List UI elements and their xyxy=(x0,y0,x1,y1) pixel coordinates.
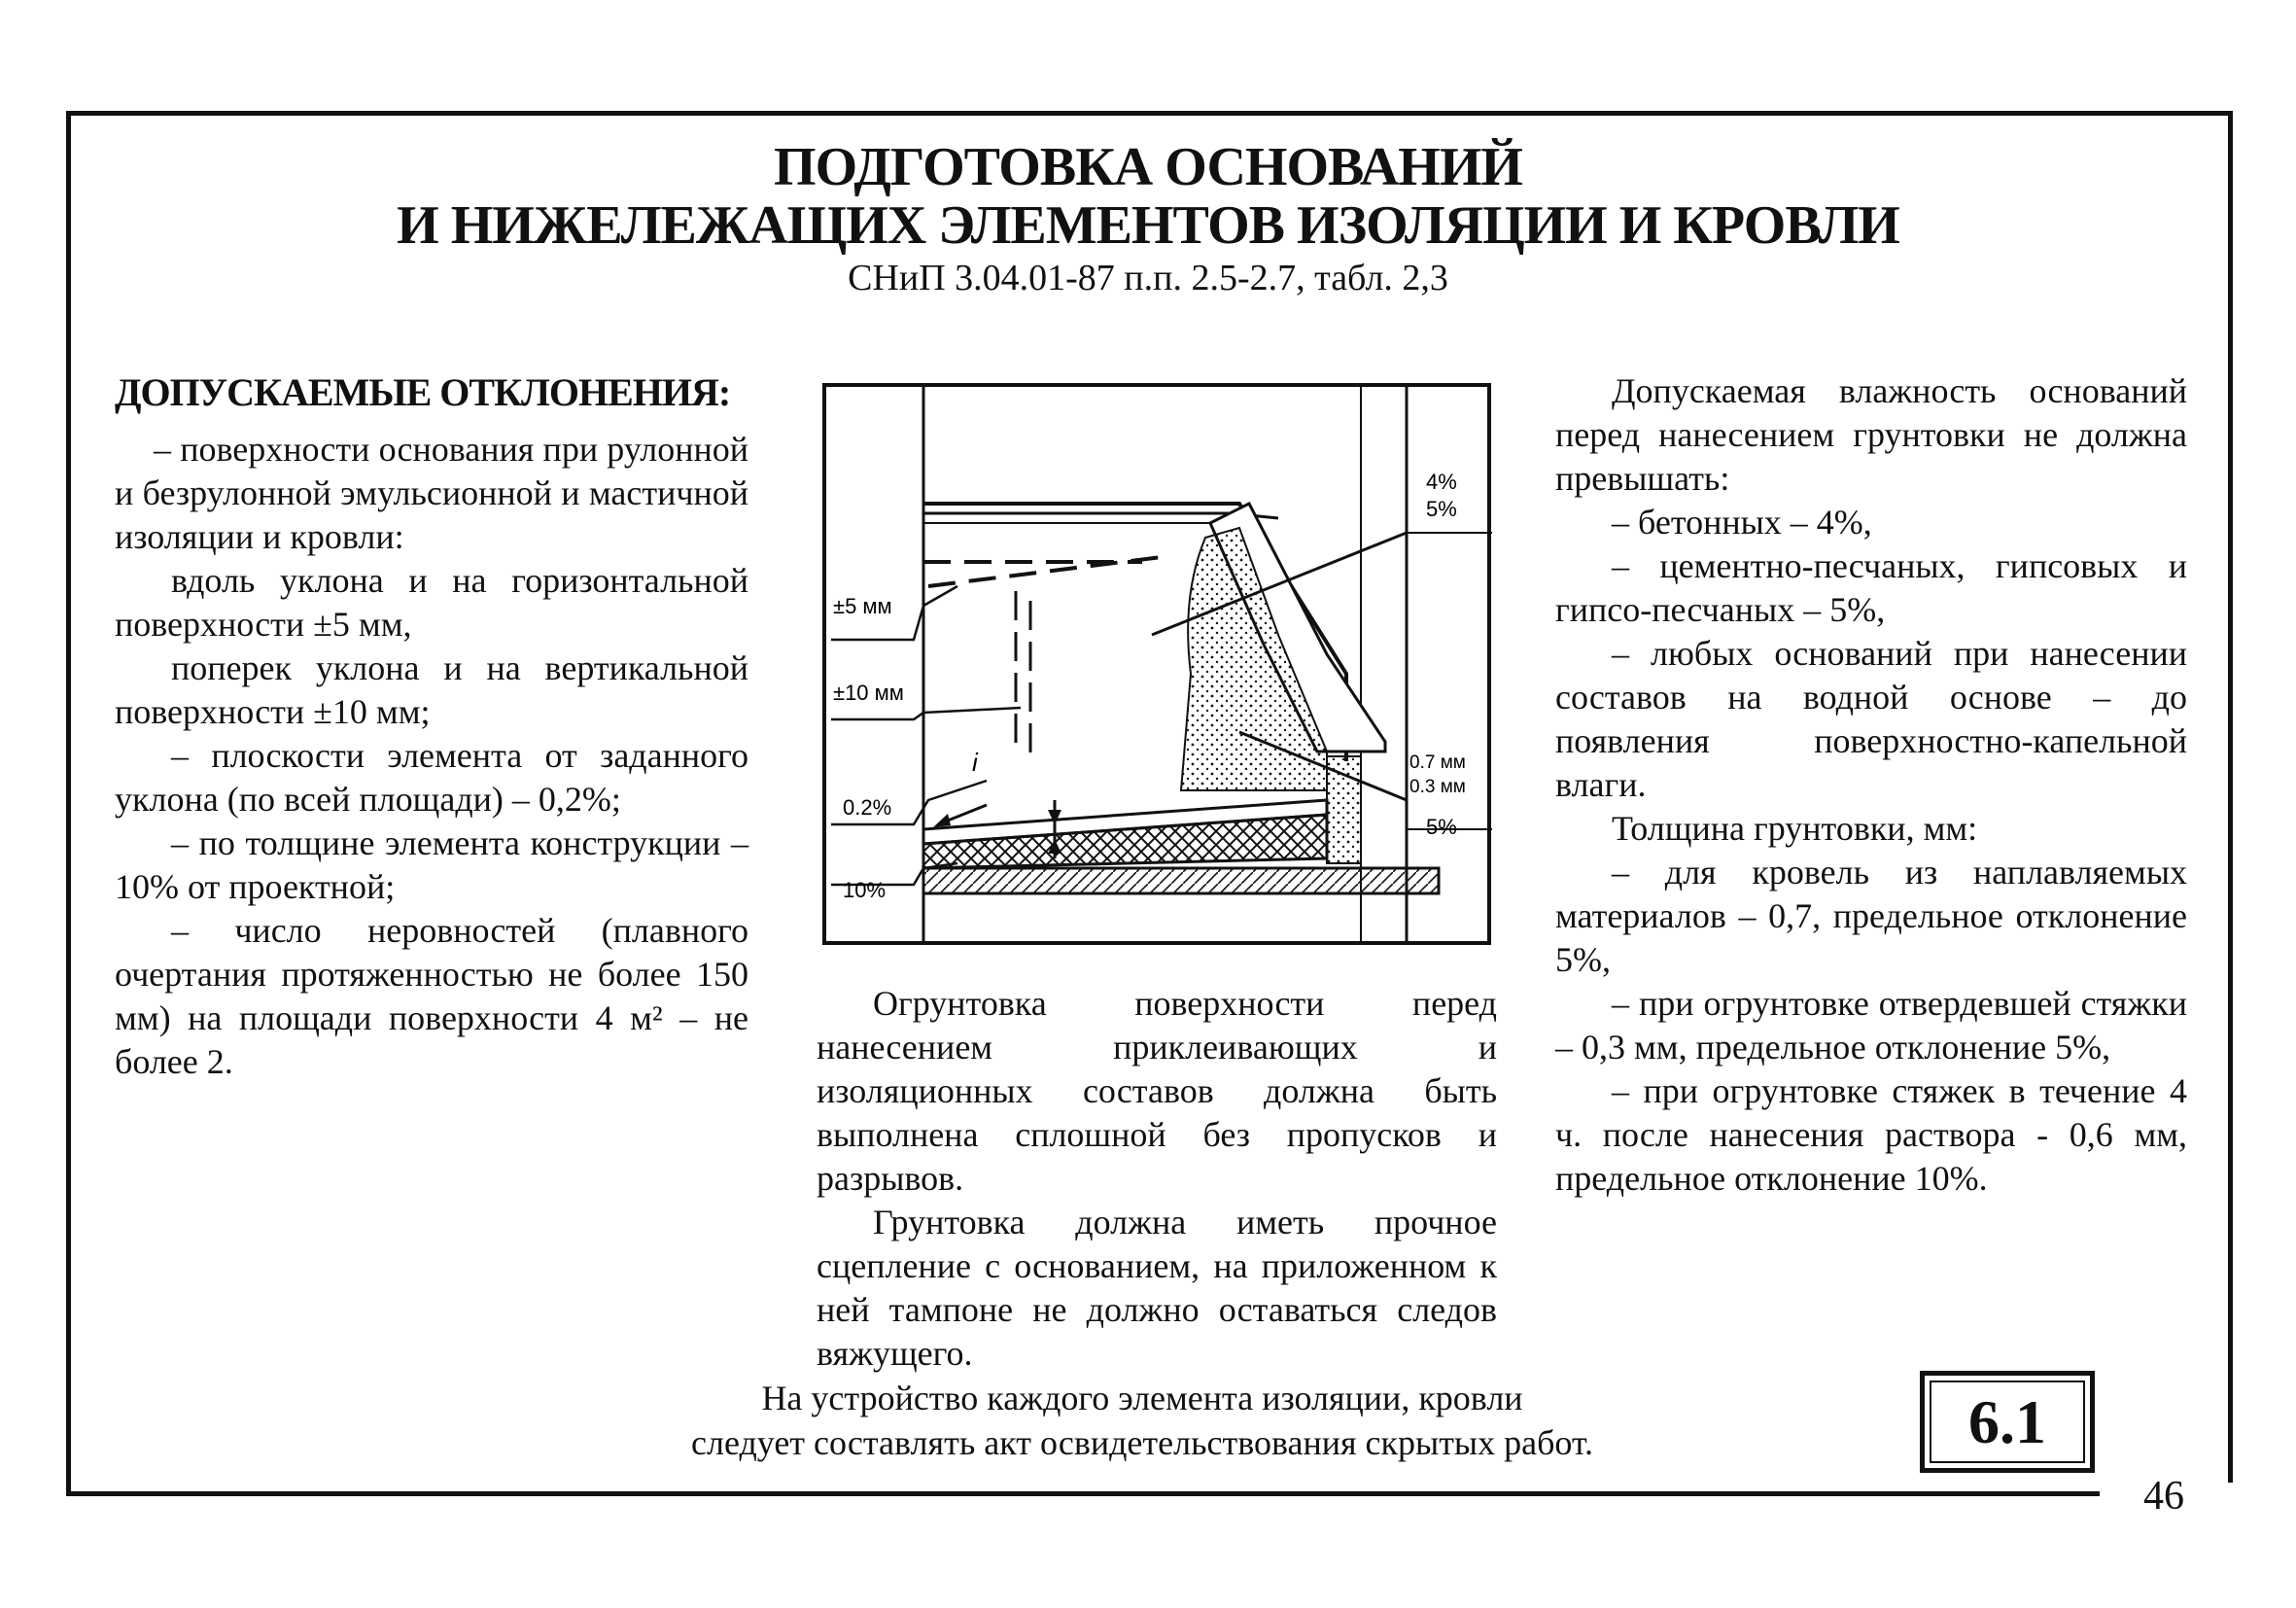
label-pm10: ±10 мм xyxy=(833,681,904,705)
deviation-para-5: – по толщине элемента конструкции – 10% от проектной; xyxy=(115,823,748,906)
label-thickness: 10% xyxy=(843,878,887,902)
moisture-para-2: – бетонных – 4%, xyxy=(1612,503,1872,542)
deviation-para-1: – поверхности основания при рулонной и безрулонной эмульсионной и мастичной изоляции и кровли: xyxy=(115,430,748,556)
label-primer-07: 0.7 мм xyxy=(1409,752,1466,773)
primer-thickness-1: – для кровель из наплавляемых материалов – 0,7, предельное отклонение 5%, xyxy=(1555,853,2187,979)
label-primer-tolerance: 5% xyxy=(1426,815,1457,839)
primer-para-2: Грунтовка должна иметь прочное сцепление с основанием, на приложенном к ней тампоне не должно оставаться следов вяжущего. xyxy=(817,1203,1497,1373)
deviation-para-2: вдоль уклона и на горизонтальной поверхности ±5 мм, xyxy=(115,561,748,644)
deviations-text xyxy=(115,428,748,1084)
standard-reference: СНиП 3.04.01-87 п.п. 2.5-2.7, табл. 2,3 xyxy=(848,258,1448,298)
deviation-para-3: поперек уклона и на вертикальной поверхности ±10 мм; xyxy=(115,648,748,731)
footer-line1: На устройство каждого элемента изоляции, кровли xyxy=(761,1379,1523,1417)
moisture-text xyxy=(1555,369,2187,1201)
label-slope-i: i xyxy=(972,748,978,777)
page-number: 46 xyxy=(2143,1474,2184,1519)
deviations-heading: ДОПУСКАЕМЫЕ ОТКЛОНЕНИЯ: xyxy=(115,370,731,414)
label-pm5: ±5 мм xyxy=(833,594,892,618)
label-primer-03: 0.3 мм xyxy=(1409,777,1466,797)
moisture-para-3: – цементно-песчаных, гипсовых и гипсо-песчаных – 5%, xyxy=(1555,546,2187,629)
sheet-number-box xyxy=(1920,1371,2095,1473)
moisture-para-1: Допускаемая влажность оснований перед нанесением грунтовки не должна превышать: xyxy=(1555,371,2187,498)
footer-note xyxy=(583,1376,1701,1465)
page-title-line2: И НИЖЕЛЕЖАЩИХ ЭЛЕМЕНТОВ ИЗОЛЯЦИИ И КРОВЛИ xyxy=(397,195,1899,256)
label-slope: 0.2% xyxy=(843,795,892,820)
slope-arrowhead xyxy=(933,814,951,827)
label-moisture-4: 4% xyxy=(1426,470,1457,494)
page-title-line1: ПОДГОТОВКА ОСНОВАНИЙ xyxy=(774,137,1522,197)
base-slab xyxy=(923,868,1439,893)
primer-thickness-heading: Толщина грунтовки, мм: xyxy=(1612,809,1978,848)
leader-pm10 xyxy=(831,708,1021,719)
deviation-surface-dashed xyxy=(928,557,1162,586)
wall-fill xyxy=(1327,756,1361,863)
moisture-para-4: – любых оснований при нанесении составов на водной основе – до появления поверхностно-капельной влаги. xyxy=(1555,634,2187,804)
primer-requirements-text xyxy=(817,982,1497,1376)
footer-line2: следует составлять акт освидетельствования скрытых работ. xyxy=(691,1423,1593,1462)
primer-thickness-2: – при огрунтовке отвердевшей стяжки – 0,3 мм, предельное отклонение 5%, xyxy=(1555,984,2187,1066)
roof-layers-diagram xyxy=(821,382,1492,946)
primer-para-1: Огрунтовка поверхности перед нанесением приклеивающих и изоляционных составов должна быть выполнена сплошной без пропусков и разрывов. xyxy=(817,984,1497,1198)
deviation-para-4: – плоскости элемента от заданного уклона (по всей площади) – 0,2%; xyxy=(115,736,748,819)
primer-thickness-3: – при огрунтовке стяжек в течение 4 ч. после нанесения раствора - 0,6 мм, предельное отклонение 10%. xyxy=(1555,1071,2187,1198)
label-moisture-5: 5% xyxy=(1426,497,1457,521)
deviation-para-6: – число неровностей (плавного очертания протяженностью не более 150 мм) на площади поверхности 4 м² – не более 2. xyxy=(115,911,748,1081)
sheet-number: 6.1 xyxy=(1930,1381,2085,1463)
